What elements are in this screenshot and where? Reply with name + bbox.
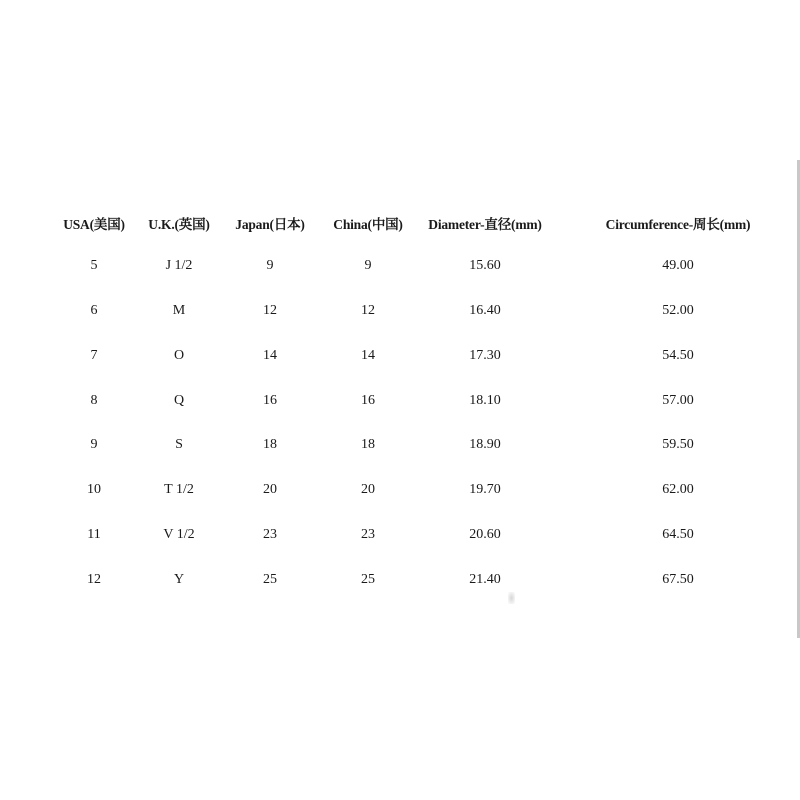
cell-china: 25	[361, 572, 375, 587]
cell-diameter: 16.40	[469, 303, 501, 318]
cell-japan: 23	[263, 527, 277, 542]
cell-china: 20	[361, 482, 375, 497]
cell-circumference: 57.00	[662, 393, 694, 408]
cell-uk: M	[172, 303, 186, 318]
cell-circumference: 49.00	[662, 258, 694, 273]
cell-usa: 5	[90, 258, 98, 273]
cell-circumference: 59.50	[662, 437, 694, 452]
cell-uk: V 1/2	[163, 527, 195, 542]
cell-uk: S	[175, 437, 183, 452]
cell-diameter: 21.40	[469, 572, 501, 587]
cell-china: 14	[361, 348, 375, 363]
cell-usa: 10	[87, 482, 101, 497]
cell-china: 23	[361, 527, 375, 542]
header-usa: USA(美国)	[63, 217, 125, 232]
cell-diameter: 18.90	[469, 437, 501, 452]
header-diameter: Diameter-直径(mm)	[428, 217, 542, 232]
cell-uk: Q	[173, 393, 185, 408]
cell-diameter: 15.60	[469, 258, 501, 273]
cell-uk: O	[173, 348, 185, 363]
cell-japan: 25	[263, 572, 277, 587]
cell-japan: 16	[263, 393, 277, 408]
cell-usa: 12	[87, 572, 101, 587]
cell-japan: 9	[266, 258, 274, 273]
cell-china: 12	[361, 303, 375, 318]
header-uk: U.K.(英国)	[148, 217, 210, 232]
cell-uk: J 1/2	[165, 258, 193, 273]
header-japan: Japan(日本)	[235, 217, 305, 232]
cell-circumference: 52.00	[662, 303, 694, 318]
cell-japan: 20	[263, 482, 277, 497]
cell-japan: 14	[263, 348, 277, 363]
cell-circumference: 54.50	[662, 348, 694, 363]
cell-china: 16	[361, 393, 375, 408]
cell-circumference: 67.50	[662, 572, 694, 587]
cell-uk: Y	[173, 572, 185, 587]
cell-uk: T 1/2	[164, 482, 194, 497]
header-circumference: Circumference-周长(mm)	[605, 217, 751, 232]
cell-china: 9	[364, 258, 372, 273]
header-china: China(中国)	[333, 217, 403, 232]
cell-usa: 11	[87, 527, 101, 542]
cell-china: 18	[361, 437, 375, 452]
cell-diameter: 18.10	[469, 393, 501, 408]
cell-japan: 12	[263, 303, 277, 318]
cell-circumference: 62.00	[662, 482, 694, 497]
image-smudge	[508, 592, 515, 604]
cell-circumference: 64.50	[662, 527, 694, 542]
cell-diameter: 19.70	[469, 482, 501, 497]
cell-usa: 8	[90, 393, 98, 408]
cell-usa: 9	[90, 437, 98, 452]
cell-japan: 18	[263, 437, 277, 452]
cell-usa: 7	[90, 348, 98, 363]
cell-diameter: 20.60	[469, 527, 501, 542]
cell-usa: 6	[90, 303, 98, 318]
cell-diameter: 17.30	[469, 348, 501, 363]
